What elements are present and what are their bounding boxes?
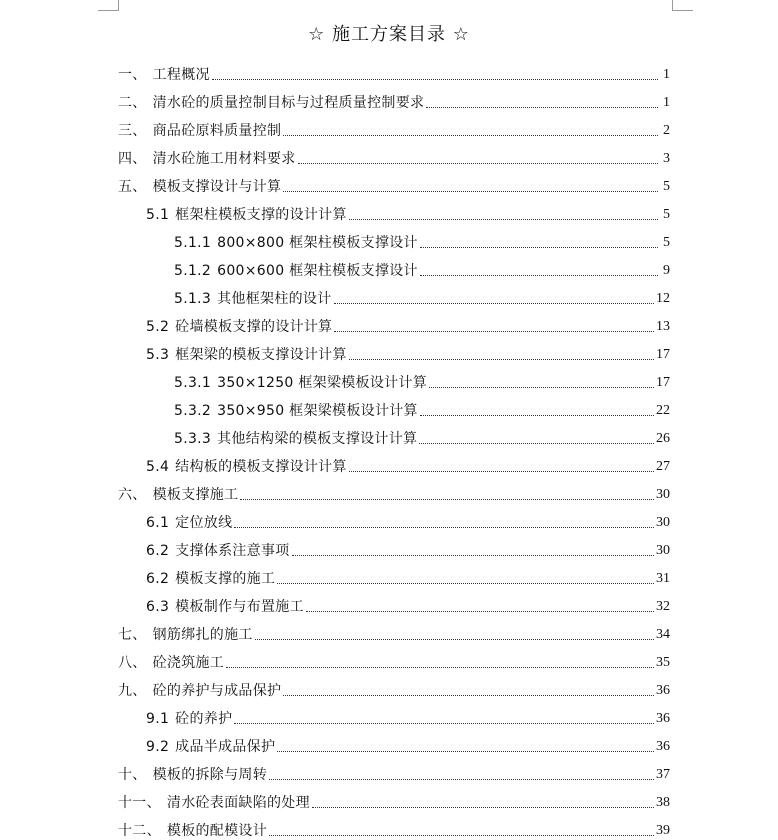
toc-entry-page-number: 2	[663, 123, 670, 138]
toc-entry-number: 二、	[118, 95, 147, 111]
toc-entry-number: 6.2	[146, 543, 170, 559]
toc-dot-leader	[283, 694, 654, 696]
toc-entry-page-number: 35	[656, 655, 670, 670]
toc-entry[interactable]	[118, 338, 670, 366]
toc-entry-page-number: 38	[656, 795, 670, 810]
toc-entry[interactable]	[118, 702, 670, 730]
toc-entry-text	[174, 374, 427, 392]
toc-entry-page-number: 13	[656, 319, 670, 334]
toc-entry-label: 800×800 框架柱模板支撑设计	[217, 235, 418, 251]
toc-entry-number: 6.2	[146, 571, 170, 587]
toc-entry-label: 清水砼施工用材料要求	[152, 151, 296, 167]
toc-entry[interactable]	[118, 114, 670, 142]
toc-entry-number: 五、	[118, 179, 147, 195]
toc-entry-text	[146, 710, 232, 728]
toc-entry-number: 四、	[118, 151, 147, 167]
toc-entry-text	[118, 626, 253, 644]
toc-entry-page-number: 5	[663, 235, 670, 250]
toc-entry-page-number: 26	[656, 431, 670, 446]
toc-entry-number: 八、	[118, 655, 147, 671]
toc-entry[interactable]	[118, 758, 670, 786]
toc-entry-text	[118, 66, 210, 84]
toc-entry[interactable]	[118, 674, 670, 702]
toc-dot-leader	[255, 638, 654, 640]
toc-dot-leader	[312, 806, 654, 808]
toc-dot-leader	[420, 414, 654, 416]
toc-entry-page-number: 5	[663, 207, 670, 222]
toc-entry-label: 工程概况	[152, 67, 210, 83]
page-corner-mark-left	[98, 0, 119, 11]
toc-entry-text	[146, 206, 347, 224]
toc-entry-label: 成品半成品保护	[175, 739, 276, 755]
toc-entry-page-number: 3	[663, 151, 670, 166]
toc-dot-leader	[234, 526, 654, 528]
toc-entry-page-number: 22	[656, 403, 670, 418]
toc-entry-page-number: 36	[656, 711, 670, 726]
toc-dot-leader	[349, 358, 654, 360]
toc-entry-number: 六、	[118, 487, 147, 503]
toc-entry-page-number: 39	[656, 823, 670, 838]
toc-entry-number: 9.1	[146, 711, 170, 727]
toc-entry[interactable]	[118, 142, 670, 170]
toc-title: ☆ 施工方案目录 ☆	[308, 24, 470, 45]
toc-entry[interactable]	[118, 226, 670, 254]
toc-entry-label: 砼的养护	[175, 711, 233, 727]
toc-entry-text	[146, 570, 275, 588]
toc-entry[interactable]	[118, 366, 670, 394]
toc-entry-label: 定位放线	[175, 515, 233, 531]
toc-entry-number: 6.3	[146, 599, 170, 615]
toc-entry-label: 商品砼原料质量控制	[152, 123, 282, 139]
toc-dot-leader	[349, 218, 658, 220]
toc-entry[interactable]	[118, 282, 670, 310]
toc-entry-number: 一、	[118, 67, 147, 83]
toc-entry-page-number: 37	[656, 767, 670, 782]
toc-entry-text	[118, 766, 267, 784]
toc-dot-leader	[334, 302, 654, 304]
toc-dot-leader	[283, 134, 658, 136]
toc-dot-leader	[292, 554, 654, 556]
toc-entry-number: 5.1.3	[174, 291, 212, 307]
toc-entry-number: 5.3.3	[174, 431, 212, 447]
toc-entry-label: 350×950 框架梁模板设计计算	[217, 403, 418, 419]
toc-entry-text	[146, 738, 275, 756]
toc-entry-text	[174, 234, 418, 252]
toc-entry[interactable]	[118, 422, 670, 450]
toc-entry-number: 三、	[118, 123, 147, 139]
toc-entry-label: 模板的配模设计	[166, 823, 268, 839]
toc-entry-text	[174, 402, 418, 420]
toc-entry-label: 其他结构梁的模板支撑设计计算	[217, 431, 418, 447]
toc-entry-number: 6.1	[146, 515, 170, 531]
toc-entry-label: 清水砼表面缺陷的处理	[166, 795, 310, 811]
toc-dot-leader	[234, 722, 654, 724]
toc-entry-text	[146, 318, 332, 336]
toc-entry-number: 十二、	[118, 823, 161, 839]
toc-entry-text	[146, 346, 347, 364]
toc-entry[interactable]	[118, 254, 670, 282]
toc-entry-label: 砼浇筑施工	[152, 655, 225, 671]
toc-entry[interactable]	[118, 86, 670, 114]
toc-entry-page-number: 9	[663, 263, 670, 278]
toc-entry-page-number: 34	[656, 627, 670, 642]
toc-dot-leader	[226, 666, 654, 668]
toc-entry-text	[118, 822, 267, 840]
toc-entry-text	[118, 486, 238, 504]
toc-dot-leader	[419, 442, 654, 444]
toc-entry-label: 其他框架柱的设计	[217, 291, 332, 307]
toc-entry-page-number: 30	[656, 487, 670, 502]
toc-entry-text	[174, 262, 418, 280]
toc-entry-page-number: 17	[656, 347, 670, 362]
toc-entry-number: 七、	[118, 627, 147, 643]
toc-dot-leader	[349, 470, 654, 472]
toc-entry[interactable]	[118, 450, 670, 478]
toc-entry[interactable]	[118, 170, 670, 198]
toc-entry-label: 模板支撑施工	[152, 487, 239, 503]
toc-entry[interactable]	[118, 786, 670, 814]
toc-entry[interactable]	[118, 562, 670, 590]
toc-entry-number: 5.1.1	[174, 235, 212, 251]
toc-entry-label: 支撑体系注意事项	[175, 543, 290, 559]
toc-entry-page-number: 1	[663, 67, 670, 82]
toc-entry-page-number: 5	[663, 179, 670, 194]
toc-entry-number: 十、	[118, 767, 147, 783]
toc-entry-page-number: 31	[656, 571, 670, 586]
toc-entry-text	[118, 682, 281, 700]
toc-entry[interactable]	[118, 506, 670, 534]
toc-entry-number: 5.4	[146, 459, 170, 475]
toc-entry-number: 5.2	[146, 319, 170, 335]
toc-entry[interactable]	[118, 310, 670, 338]
toc-entry-text	[118, 794, 310, 812]
toc-entry-label: 模板支撑的施工	[175, 571, 276, 587]
toc-entry[interactable]	[118, 58, 670, 86]
toc-entry-number: 5.3.2	[174, 403, 212, 419]
toc-dot-leader	[420, 246, 658, 248]
toc-entry-label: 砼墙模板支撑的设计计算	[175, 319, 333, 335]
toc-entry-label: 钢筋绑扎的施工	[152, 627, 253, 643]
toc-entry[interactable]	[118, 646, 670, 674]
toc-dot-leader	[269, 778, 654, 780]
toc-entry-text	[174, 290, 332, 308]
toc-entry-page-number: 36	[656, 739, 670, 754]
toc-entry[interactable]	[118, 478, 670, 506]
toc-entry[interactable]	[118, 814, 670, 840]
toc-entry-label: 清水砼的质量控制目标与过程质量控制要求	[152, 95, 425, 111]
toc-entry[interactable]	[118, 534, 670, 562]
toc-entry-text	[174, 430, 417, 448]
toc-dot-leader	[426, 106, 658, 108]
toc-entry-text	[146, 458, 347, 476]
toc-entry-number: 5.3.1	[174, 375, 212, 391]
toc-dot-leader	[269, 834, 654, 836]
toc-dot-leader	[240, 498, 654, 500]
toc-entry-text	[146, 598, 304, 616]
toc-entry[interactable]	[118, 730, 670, 758]
toc-dot-leader	[298, 162, 658, 164]
toc-dot-leader	[334, 330, 654, 332]
toc-entry-text	[118, 122, 281, 140]
toc-entry-text	[118, 178, 281, 196]
toc-entry-label: 350×1250 框架梁模板设计计算	[217, 375, 428, 391]
toc-entry-text	[146, 542, 290, 560]
toc-entry-page-number: 30	[656, 515, 670, 530]
toc-entry-page-number: 30	[656, 543, 670, 558]
toc-entry-page-number: 12	[656, 291, 670, 306]
toc-entry-number: 九、	[118, 683, 147, 699]
table-of-contents	[118, 58, 670, 840]
toc-entry[interactable]	[118, 590, 670, 618]
toc-entry-number: 9.2	[146, 739, 170, 755]
toc-dot-leader	[429, 386, 654, 388]
toc-entry-label: 框架梁的模板支撑设计计算	[175, 347, 347, 363]
toc-entry[interactable]	[118, 394, 670, 422]
toc-dot-leader	[277, 750, 654, 752]
toc-entry-page-number: 27	[656, 459, 670, 474]
toc-dot-leader	[420, 274, 658, 276]
toc-entry-label: 600×600 框架柱模板支撑设计	[217, 263, 418, 279]
toc-entry-number: 5.1.2	[174, 263, 212, 279]
toc-entry-page-number: 17	[656, 375, 670, 390]
toc-dot-leader	[212, 78, 658, 80]
toc-entry-text	[118, 94, 424, 112]
toc-entry-number: 十一、	[118, 795, 161, 811]
toc-entry-label: 砼的养护与成品保护	[152, 683, 282, 699]
toc-entry[interactable]	[118, 198, 670, 226]
toc-entry-text	[146, 514, 232, 532]
toc-entry-page-number: 32	[656, 599, 670, 614]
toc-entry-text	[118, 150, 296, 168]
toc-dot-leader	[283, 190, 658, 192]
toc-entry[interactable]	[118, 618, 670, 646]
toc-entry-number: 5.3	[146, 347, 170, 363]
toc-entry-page-number: 36	[656, 683, 670, 698]
toc-entry-label: 模板的拆除与周转	[152, 767, 268, 783]
toc-entry-label: 模板制作与布置施工	[175, 599, 304, 615]
page-corner-mark-right	[672, 0, 693, 11]
toc-entry-text	[118, 654, 224, 672]
toc-entry-label: 结构板的模板支撑设计计算	[175, 459, 347, 475]
toc-entry-label: 模板支撑设计与计算	[152, 179, 282, 195]
toc-entry-number: 5.1	[146, 207, 170, 223]
toc-entry-page-number: 1	[663, 95, 670, 110]
toc-entry-label: 框架柱模板支撑的设计计算	[175, 207, 347, 223]
toc-dot-leader	[306, 610, 654, 612]
toc-dot-leader	[277, 582, 654, 584]
